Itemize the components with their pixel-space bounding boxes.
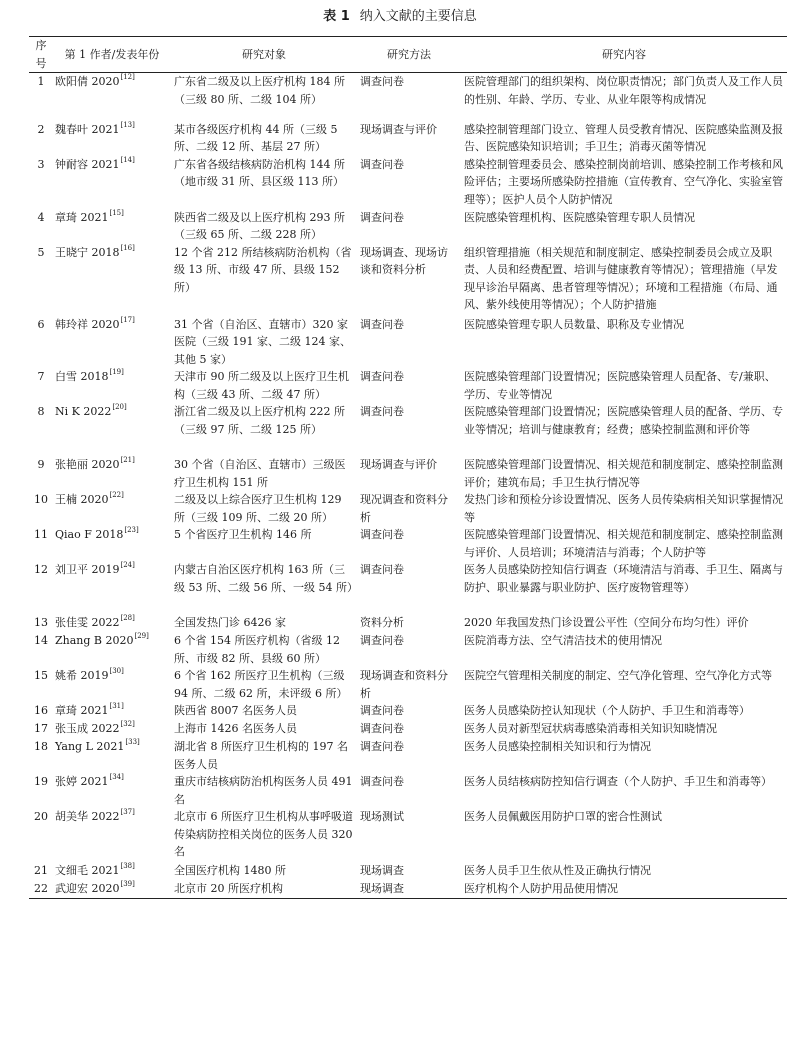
cell-no: 11 [34, 528, 48, 541]
table-row [29, 702, 787, 720]
author-year: 文细毛 2021 [55, 864, 120, 877]
cell-subject: 全国发热门诊 6426 家 [174, 616, 286, 629]
cell-content: 感染控制管理部门设立、管理人员受教育情况、医院感染监测及报告、医院感染知识培训；手卫生；消毒灭菌等情况 [464, 122, 783, 153]
cell-no: 22 [29, 880, 53, 898]
author-year: 白雪 2018 [55, 370, 109, 383]
cell-content: 医院感染管理部门设置情况、相关规范和制度制定、感染控制监测与评价、人员培训；环境清洁与消毒；个人防护等 [464, 528, 783, 559]
cell-method: 现况调查和资料分析 [360, 493, 448, 524]
cell-method: 现场测试 [360, 810, 404, 823]
cell-author [53, 403, 171, 456]
cell-no: 19 [34, 775, 48, 788]
header-no: 序号 [29, 37, 53, 73]
header-subject: 研究对象 [171, 37, 357, 73]
table-title: 纳入文献的主要信息 [359, 9, 477, 24]
cell-subject: 全国医疗机构 1480 所 [174, 864, 286, 877]
table-row [29, 720, 787, 738]
author-year: Zhang B 2020 [55, 634, 134, 647]
cell-no: 5 [37, 245, 45, 259]
cell-subject: 上海市 1426 名医务人员 [174, 722, 297, 735]
cell-author [53, 632, 171, 667]
cell-content: 医院感染管理部门设置情况、相关规范和制度制定、感染控制监测评价；建筑布局；手卫生执行情况等 [464, 458, 783, 489]
cell-subject: 30 个省（自治区、直辖市）三级医疗卫生机构 151 所 [174, 458, 346, 489]
cell-author [53, 491, 171, 526]
table-row [29, 526, 787, 561]
header-row [29, 37, 787, 73]
cell-no: 20 [34, 810, 48, 823]
reference-number: [15] [109, 208, 124, 217]
reference-number: [20] [112, 403, 127, 411]
cell-content: 医院感染管理部门设置情况；医院感染管理人员配备、专/兼职、学历、专业等情况 [464, 370, 776, 401]
reference-number: [38] [120, 862, 135, 870]
cell-content: 医院感染管理专职人员数量、职称及专业情况 [464, 317, 684, 331]
cell-content: 发热门诊和预检分诊设置情况、医务人员传染病相关知识掌握情况等 [464, 493, 783, 524]
literature-table [29, 36, 787, 899]
table-row [29, 862, 787, 880]
author-year: Ni K 2022 [55, 405, 112, 418]
cell-subject: 重庆市结核病防治机构医务人员 491 名 [174, 775, 353, 806]
table-number: 表 1 [323, 9, 350, 24]
reference-number: [19] [109, 368, 124, 376]
cell-subject: 二级及以上综合医疗卫生机构 129 所（三级 109 所、二级 20 所） [174, 493, 342, 524]
table-row [29, 244, 787, 316]
table-row [29, 773, 787, 808]
cell-subject: 湖北省 8 所医疗卫生机构的 197 名医务人员 [174, 740, 348, 771]
cell-subject: 北京市 20 所医疗机构 [171, 880, 357, 898]
reference-number: [31] [109, 702, 124, 710]
table-body [29, 73, 787, 899]
cell-subject: 陕西省 8007 名医务人员 [174, 704, 297, 717]
reference-number: [23] [124, 526, 139, 534]
reference-number: [28] [120, 614, 135, 622]
table-row [29, 156, 787, 209]
cell-method: 调查问卷 [360, 405, 404, 418]
author-year: Qiao F 2018 [55, 528, 124, 541]
cell-subject: 北京市 6 所医疗卫生机构从事呼吸道传染病防控相关岗位的医务人员 320 名 [174, 810, 353, 858]
cell-no: 14 [34, 634, 48, 647]
cell-method: 现场调查和资料分析 [360, 669, 448, 700]
cell-subject: 6 个省 154 所医疗机构（省级 12 所、市级 82 所、县级 60 所） [174, 634, 340, 665]
cell-author [53, 880, 171, 898]
table-row [29, 614, 787, 632]
cell-no: 16 [34, 704, 48, 717]
reference-number: [30] [109, 667, 124, 675]
cell-no: 12 [34, 563, 48, 576]
cell-author [53, 561, 171, 614]
cell-method: 调查问卷 [360, 75, 404, 88]
cell-subject: 浙江省二级及以上医疗机构 222 所（三级 97 所、二级 125 所） [174, 405, 345, 436]
author-year: 王楠 2020 [55, 493, 109, 506]
cell-subject: 天津市 90 所二级及以上医疗卫生机构（三级 43 所、二级 47 所） [174, 370, 349, 401]
cell-method: 调查问卷 [360, 157, 404, 171]
cell-content: 医务人员手卫生依从性及正确执行情况 [464, 864, 651, 877]
cell-method: 调查问卷 [360, 775, 404, 788]
author-year: 武迎宏 2020 [55, 882, 120, 895]
cell-no: 1 [37, 75, 45, 88]
cell-author [53, 720, 171, 738]
cell-subject: 31 个省（自治区、直辖市）320 家医院（三级 191 家、二级 124 家、其他 5 家） [174, 317, 351, 366]
author-year: 章琦 2021 [55, 210, 109, 224]
cell-content: 感染控制管理委员会、感染控制岗前培训、感染控制工作考核和风险评估；主要场所感染防控措施（宣传教育、空气净化、实验室管理等）；医护人员个人防护情况 [464, 157, 783, 206]
reference-number: [13] [120, 120, 135, 129]
cell-method: 调查问卷 [360, 370, 404, 383]
cell-subject: 某市各级医疗机构 44 所（三级 5 所、二级 12 所、基层 27 所） [174, 122, 338, 153]
reference-number: [17] [120, 315, 135, 324]
table-caption [0, 9, 800, 25]
cell-author [53, 456, 171, 491]
cell-no: 17 [34, 722, 48, 735]
cell-method: 资料分析 [360, 616, 404, 629]
header-author: 第 1 作者/发表年份 [53, 37, 171, 73]
cell-author [53, 73, 171, 121]
table-row [29, 456, 787, 491]
author-year: 刘卫平 2019 [55, 563, 120, 576]
author-year: 韩玲祥 2020 [55, 317, 120, 331]
cell-author [53, 614, 171, 632]
reference-number: [24] [120, 561, 135, 569]
cell-author [53, 808, 171, 862]
table-row [29, 403, 787, 456]
table-row [29, 880, 787, 898]
author-year: 王晓宁 2018 [55, 245, 120, 259]
cell-content: 医疗机构个人防护用品使用情况 [461, 880, 787, 898]
reference-number: [39] [120, 880, 135, 888]
table-row [29, 368, 787, 403]
table-row [29, 632, 787, 667]
reference-number: [22] [109, 491, 124, 499]
cell-subject: 12 个省 212 所结核病防治机构（省级 13 所、市级 47 所、县级 152 所） [174, 245, 352, 294]
cell-content: 医务人员结核病防控知信行调查（个人防护、手卫生和消毒等） [464, 775, 772, 788]
table-row [29, 209, 787, 244]
reference-number: [37] [120, 808, 135, 816]
cell-subject: 广东省二级及以上医疗机构 184 所（三级 80 所、二级 104 所） [174, 75, 345, 106]
cell-no: 9 [37, 458, 45, 471]
table-row [29, 73, 787, 121]
cell-content: 2020 年我国发热门诊设置公平性（空间分布均匀性）评价 [464, 616, 749, 629]
cell-method: 调查问卷 [360, 634, 404, 647]
cell-no: 7 [37, 370, 45, 383]
cell-content: 医院感染管理机构、医院感染管理专职人员情况 [464, 210, 695, 224]
table-row [29, 667, 787, 702]
reference-number: [29] [134, 632, 149, 640]
cell-no: 3 [37, 157, 45, 171]
cell-no: 18 [34, 740, 48, 753]
author-year: 魏春叶 2021 [55, 122, 120, 136]
cell-content: 医务人员感染防控认知现状（个人防护、手卫生和消毒等） [464, 704, 750, 717]
table-row [29, 316, 787, 369]
table-row [29, 121, 787, 156]
cell-no: 21 [34, 864, 48, 877]
cell-method: 调查问卷 [360, 563, 404, 576]
cell-no: 10 [34, 493, 48, 506]
cell-content: 医院空气管理相关制度的制定、空气净化管理、空气净化方式等 [464, 669, 772, 682]
reference-number: [14] [120, 155, 135, 164]
cell-content: 医院感染管理部门设置情况；医院感染管理人员的配备、学历、专业等情况；培训与健康教育；经费；感染控制监测和评价等 [464, 405, 783, 436]
table-row [29, 561, 787, 614]
cell-no: 4 [37, 210, 45, 224]
cell-method: 调查问卷 [360, 317, 404, 331]
cell-subject: 陕西省二级及以上医疗机构 293 所（三级 65 所、二级 228 所） [174, 210, 345, 241]
cell-content: 医务人员感染控制相关知识和行为情况 [464, 740, 651, 753]
cell-no: 8 [37, 405, 45, 418]
header-content: 研究内容 [461, 37, 787, 73]
reference-number: [21] [120, 456, 135, 464]
header-method: 研究方法 [357, 37, 461, 73]
reference-number: [32] [120, 720, 135, 728]
cell-author [53, 667, 171, 702]
reference-number: [33] [125, 738, 140, 746]
cell-author [53, 862, 171, 880]
cell-subject: 广东省各级结核病防治机构 144 所（地市级 31 所、县区级 113 所） [174, 157, 345, 188]
cell-content: 医务人员感染防控知信行调查（环境清洁与消毒、手卫生、隔离与防护、职业暴露与职业防护、医疗废物管理等） [464, 563, 783, 594]
author-year: 姚希 2019 [55, 669, 109, 682]
cell-subject: 6 个省 162 所医疗卫生机构（三级 94 所、二级 62 所，未评级 6 所） [174, 669, 348, 700]
cell-content: 医务人员佩戴医用防护口罩的密合性测试 [464, 810, 662, 823]
cell-author [53, 209, 171, 244]
cell-subject: 5 个省医疗卫生机构 146 所 [174, 528, 312, 541]
cell-author [53, 526, 171, 561]
table-row [29, 738, 787, 773]
cell-method: 现场调查 [360, 864, 404, 877]
cell-method: 调查问卷 [360, 210, 404, 224]
cell-author [53, 702, 171, 720]
table-row [29, 808, 787, 862]
author-year: 胡美华 2022 [55, 810, 120, 823]
cell-method: 调查问卷 [360, 740, 404, 753]
cell-content: 医务人员对新型冠状病毒感染消毒相关知识知晓情况 [464, 722, 717, 735]
cell-author [53, 316, 171, 369]
cell-no: 6 [37, 317, 45, 331]
author-year: 张婷 2021 [55, 775, 109, 788]
cell-content: 医院消毒方法、空气清洁技术的使用情况 [464, 634, 662, 647]
cell-author [53, 121, 171, 156]
author-year: 张玉成 2022 [55, 722, 120, 735]
cell-author [53, 738, 171, 773]
author-year: 欧阳倩 2020 [55, 75, 120, 88]
author-year: 钟耐容 2021 [55, 157, 120, 171]
cell-content: 医院管理部门的组织架构、岗位职责情况；部门负责人及工作人员的性别、年龄、学历、专业、从业年限等构成情况 [464, 75, 783, 106]
cell-author [53, 244, 171, 316]
cell-method: 现场调查与评价 [360, 122, 437, 136]
reference-number: [16] [120, 243, 135, 252]
cell-author [53, 156, 171, 209]
cell-method: 调查问卷 [360, 704, 404, 717]
cell-subject: 内蒙古自治区医疗机构 163 所（三级 53 所、二级 56 所、一级 54 所） [174, 563, 358, 594]
cell-no: 15 [34, 669, 48, 682]
author-year: 张佳雯 2022 [55, 616, 120, 629]
cell-author [53, 773, 171, 808]
author-year: Yang L 2021 [55, 740, 125, 753]
cell-method: 现场调查与评价 [360, 458, 437, 471]
cell-method: 现场调查、现场访谈和资料分析 [360, 245, 448, 276]
author-year: 张艳丽 2020 [55, 458, 120, 471]
cell-method: 现场调查 [357, 880, 461, 898]
cell-no: 2 [37, 122, 45, 136]
cell-no: 13 [34, 616, 48, 629]
cell-author [53, 368, 171, 403]
cell-method: 调查问卷 [360, 528, 404, 541]
reference-number: [12] [120, 73, 135, 81]
author-year: 章琦 2021 [55, 704, 109, 717]
cell-content: 组织管理措施（相关规范和制度制定、感染控制委员会成立及职责、人员和经费配置、培训与健康教育等情况）；管理措施（早发现早诊治早隔离、患者管理等情况）；环境和工程措施（布局、通风、紫外线使用等情况）；个人防护措施 [464, 245, 778, 311]
reference-number: [34] [109, 773, 124, 781]
table-row [29, 491, 787, 526]
cell-method: 调查问卷 [360, 722, 404, 735]
